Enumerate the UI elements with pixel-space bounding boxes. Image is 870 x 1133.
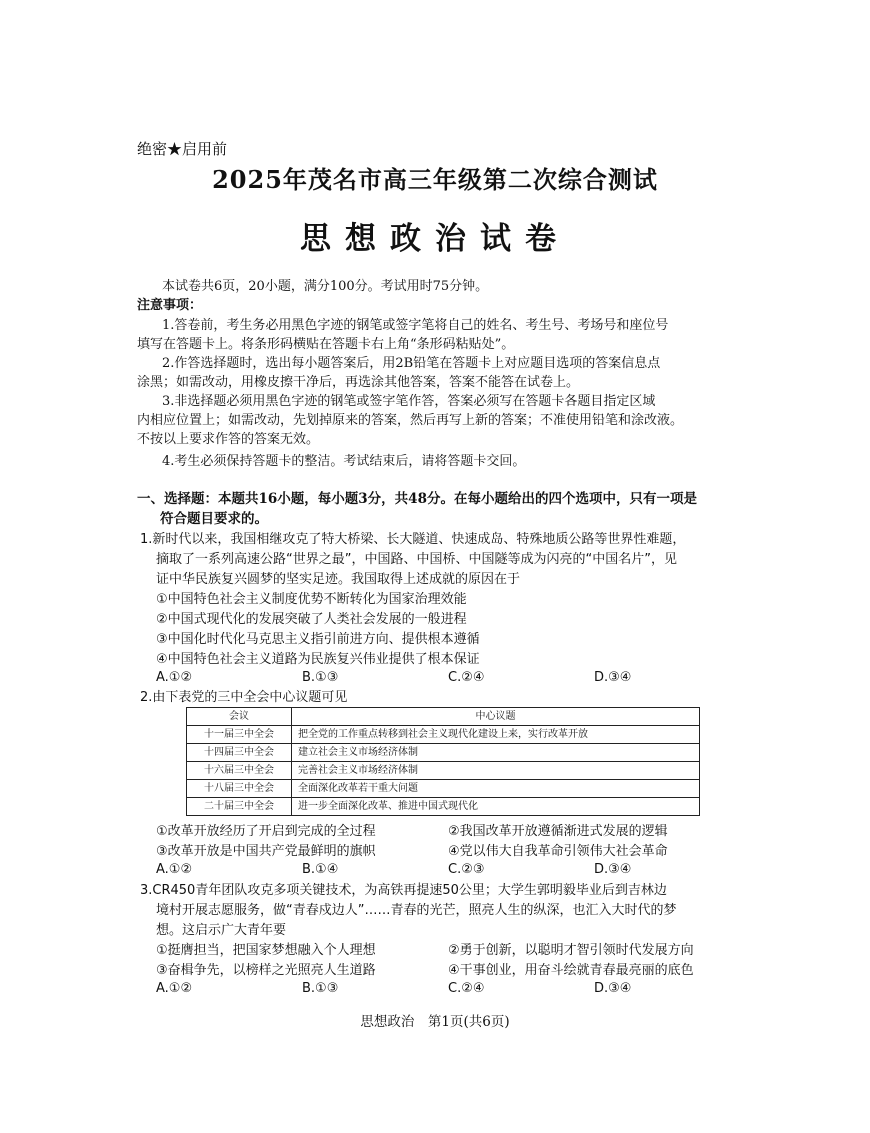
question-3-option-d: D.③④ xyxy=(594,981,632,996)
table-cell: 全面深化改革若干重大问题 xyxy=(292,780,700,798)
table-header-cell: 中心议题 xyxy=(292,708,700,726)
table-cell: 二十届三中全会 xyxy=(187,798,292,816)
confidential-label: 绝密★启用前 xyxy=(137,140,228,158)
section-heading-cont: 符合题目要求的。 xyxy=(160,511,268,527)
question-3-stem: 3.CR450青年团队攻克多项关键技术，为高铁再提速50公里；大学生郭明毅毕业后到吉林边 xyxy=(140,883,667,898)
table-cell: 进一步全面深化改革、推进中国式现代化 xyxy=(292,798,700,816)
section-heading: 一、选择题：本题共16小题，每小题3分，共48分。在每小题给出的四个选项中，只有一项是 xyxy=(137,491,697,507)
question-2-item: ③改革开放是中国共产党最鲜明的旗帜 xyxy=(156,844,376,859)
question-1-item: ①中国特色社会主义制度优势不断转化为国家治理效能 xyxy=(156,592,467,607)
plenum-agenda-table xyxy=(186,707,700,816)
table-cell: 十四届三中全会 xyxy=(187,744,292,762)
table-cell: 十六届三中全会 xyxy=(187,762,292,780)
exam-title: 2025年茂名市高三年级第二次综合测试 xyxy=(212,165,658,194)
question-3-option-c: C.②④ xyxy=(448,981,485,996)
question-3-item: ①挺膺担当，把国家梦想融入个人理想 xyxy=(156,943,376,958)
question-1-item: ④中国特色社会主义道路为民族复兴伟业提供了根本保证 xyxy=(156,652,480,667)
subject-title: 思想政治试卷 xyxy=(300,221,570,257)
table-row xyxy=(187,744,700,762)
notice-line: 涂黑；如需改动，用橡皮擦干净后，再选涂其他答案，答案不能答在试卷上。 xyxy=(137,375,580,390)
question-3-stem: 想。这启示广大青年要 xyxy=(156,923,287,938)
question-2-stem: 2.由下表党的三中全会中心议题可见 xyxy=(140,690,348,705)
question-1-stem: 证中华民族复兴圆梦的坚实足迹。我国取得上述成就的原因在于 xyxy=(156,572,521,587)
question-1-option-d: D.③④ xyxy=(594,670,632,685)
notice-line: 4.考生必须保持答题卡的整洁。考试结束后，请将答题卡交回。 xyxy=(162,454,526,469)
question-2-option-b: B.①④ xyxy=(302,862,339,877)
table-cell: 十八届三中全会 xyxy=(187,780,292,798)
paper-intro: 本试卷共6页，20小题，满分100分。考试用时75分钟。 xyxy=(162,279,489,294)
question-3-option-b: B.①③ xyxy=(302,981,339,996)
page-footer: 思想政治 第1页(共6页) xyxy=(360,1014,510,1030)
table-row xyxy=(187,726,700,744)
table-cell: 十一届三中全会 xyxy=(187,726,292,744)
notice-heading: 注意事项： xyxy=(137,298,203,313)
table-row xyxy=(187,798,700,816)
question-1-item: ③中国化时代化马克思主义指引前进方向、提供根本遵循 xyxy=(156,632,480,647)
table-cell: 建立社会主义市场经济体制 xyxy=(292,744,700,762)
notice-line: 1.答卷前，考生务必用黑色字迹的钢笔或签字笔将自己的姓名、考生号、考场号和座位号 xyxy=(162,318,669,333)
table-cell: 把全党的工作重点转移到社会主义现代化建设上来，实行改革开放 xyxy=(292,726,700,744)
notice-line: 3.非选择题必须用黑色字迹的钢笔或签字笔作答，答案必须写在答题卡各题目指定区域 xyxy=(162,394,656,409)
question-3-item: ④干事创业，用奋斗绘就青春最亮丽的底色 xyxy=(448,963,694,978)
table-cell: 完善社会主义市场经济体制 xyxy=(292,762,700,780)
table-row xyxy=(187,780,700,798)
notice-line: 内相应位置上；如需改动，先划掉原来的答案，然后再写上新的答案；不准使用铅笔和涂改液。 xyxy=(137,413,684,428)
question-3-stem: 境村开展志愿服务，做“青春戍边人”……青春的光芒，照亮人生的纵深，也汇入大时代的梦 xyxy=(156,903,677,918)
question-2-item: ②我国改革开放遵循渐进式发展的逻辑 xyxy=(448,824,668,839)
notice-line: 2.作答选择题时，选出每小题答案后，用2B铅笔在答题卡上对应题目选项的答案信息点 xyxy=(162,356,661,371)
notice-line: 填写在答题卡上。将条形码横贴在答题卡右上角“条形码粘贴处”。 xyxy=(137,337,515,352)
question-3-item: ③奋楫争先，以榜样之光照亮人生道路 xyxy=(156,963,376,978)
question-3-item: ②勇于创新，以聪明才智引领时代发展方向 xyxy=(448,943,694,958)
question-1-item: ②中国式现代化的发展突破了人类社会发展的一般进程 xyxy=(156,612,467,627)
question-2-option-a: A.①② xyxy=(156,862,193,877)
table-header-cell: 会议 xyxy=(187,708,292,726)
question-2-item: ④党以伟大自我革命引领伟大社会革命 xyxy=(448,844,668,859)
question-1-option-c: C.②④ xyxy=(448,670,485,685)
question-2-option-c: C.②③ xyxy=(448,862,485,877)
question-1-stem: 1.新时代以来，我国相继攻克了特大桥梁、长大隧道、快速成岛、特殊地质公路等世界性难题， xyxy=(140,532,686,547)
question-1-stem: 摘取了一系列高速公路“世界之最”，中国路、中国桥、中国隧等成为闪亮的“中国名片”，见 xyxy=(156,552,677,567)
question-2-option-d: D.③④ xyxy=(594,862,632,877)
table-row xyxy=(187,762,700,780)
question-3-option-a: A.①② xyxy=(156,981,193,996)
question-1-option-b: B.①③ xyxy=(302,670,339,685)
question-1-option-a: A.①② xyxy=(156,670,193,685)
notice-line: 不按以上要求作答的答案无效。 xyxy=(137,432,320,447)
question-2-item: ①改革开放经历了开启到完成的全过程 xyxy=(156,824,376,839)
table-header-row xyxy=(187,708,700,726)
